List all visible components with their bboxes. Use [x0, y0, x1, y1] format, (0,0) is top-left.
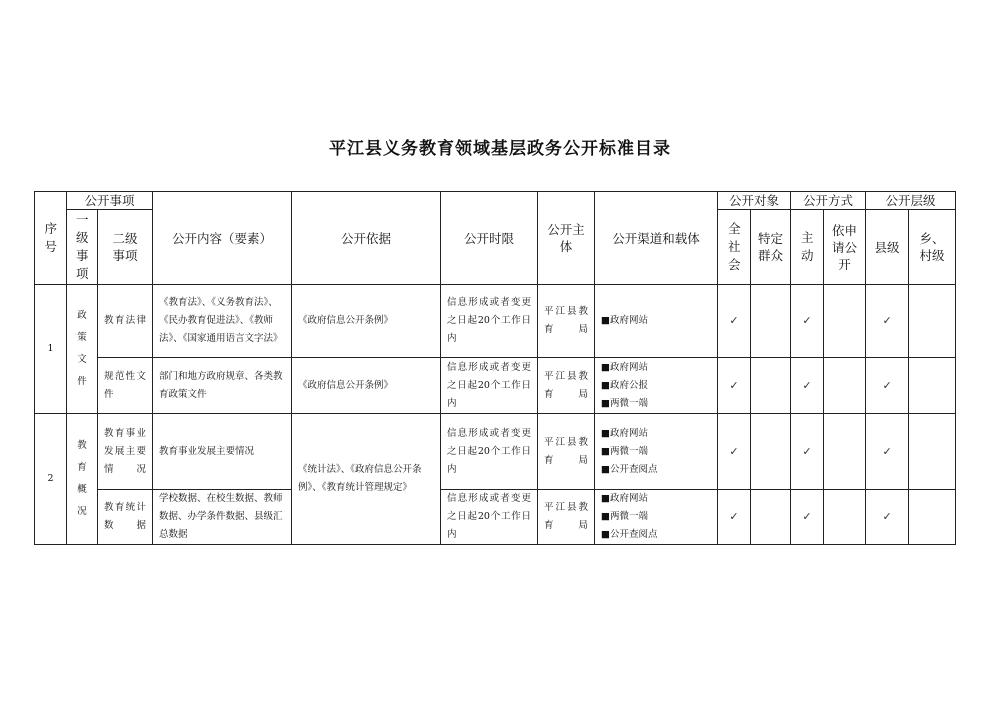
catalog-table: [34, 191, 956, 545]
channel-item: ■政府公报: [601, 379, 648, 391]
check-mode-active: ✓: [791, 358, 824, 414]
check-level-town: [909, 414, 956, 490]
channel-item: ■政府网站: [601, 361, 648, 373]
row-seq: 1: [35, 285, 67, 414]
table-row: [35, 490, 956, 545]
check-mode-active: ✓: [791, 414, 824, 490]
row-level2: 教育统计数据: [98, 490, 153, 545]
row-channels: [595, 490, 718, 545]
check-mode-active: ✓: [791, 490, 824, 545]
channel-item: ■公开查阅点: [601, 463, 658, 475]
channel-item: ■两微一端: [601, 511, 648, 522]
row-basis: 《统计法》、《政府信息公开条例》、《教育统计管理规定》: [292, 414, 441, 545]
header-level-group: 公开层级: [866, 192, 956, 210]
check-mode-apply: [824, 414, 866, 490]
check-level-county: ✓: [866, 285, 909, 358]
header-level2: 二级事项: [98, 210, 153, 285]
document-title: 平江县义务教育领域基层政务公开标准目录: [329, 139, 671, 159]
header-seq: 序号: [35, 192, 67, 285]
row-time-limit: 信息形成或者变更之日起20个工作日内: [441, 358, 538, 414]
check-level-county: ✓: [866, 490, 909, 545]
check-target-specific: [751, 490, 791, 545]
header-mode-group: 公开方式: [791, 192, 866, 210]
header-time-limit: 公开时限: [441, 192, 538, 285]
table-row: [35, 358, 956, 414]
row-time-limit: 信息形成或者变更之日起20个工作日内: [441, 414, 538, 490]
row-content: 《教育法》、《义务教育法》、《民办教育促进法》、《教师法》、《国家通用语言文字法》: [153, 285, 292, 358]
row-level2: 教育事业发展主要情况: [98, 414, 153, 490]
row-level2: 规范性文件: [98, 358, 153, 414]
header-content: 公开内容（要素）: [153, 192, 292, 285]
header-level-town: 乡、村级: [909, 210, 956, 285]
check-level-county: ✓: [866, 414, 909, 490]
channel-item: ■两微一端: [601, 397, 648, 409]
row-level2: 教育法律: [98, 285, 153, 358]
header-subject: 公开主体: [538, 192, 595, 285]
header-target-specific: 特定群众: [751, 210, 791, 285]
row-level1: 政策文件: [67, 285, 98, 414]
row-subject: 平江县教育局: [538, 414, 595, 490]
row-channels: [595, 358, 718, 414]
header-mode-apply: 依申请公开: [824, 210, 866, 285]
channel-item: ■政府网站: [601, 493, 648, 504]
row-basis: 《政府信息公开条例》: [292, 285, 441, 358]
row-content: 教育事业发展主要情况: [153, 414, 292, 490]
check-level-town: [909, 490, 956, 545]
row-content: 学校数据、在校生数据、教师数据、办学条件数据、县级汇总数据: [153, 490, 292, 545]
row-subject: 平江县教育局: [538, 490, 595, 545]
row-subject: 平江县教育局: [538, 358, 595, 414]
channel-item: ■政府网站: [601, 427, 648, 439]
check-target-all: ✓: [718, 358, 751, 414]
check-target-specific: [751, 358, 791, 414]
row-subject: 平江县教育局: [538, 285, 595, 358]
header-level-county: 县级: [866, 210, 909, 285]
channel-item: ■两微一端: [601, 445, 648, 457]
channel-item: ■公开查阅点: [601, 529, 658, 540]
header-mode-active: 主动: [791, 210, 824, 285]
header-basis: 公开依据: [292, 192, 441, 285]
check-target-all: ✓: [718, 285, 751, 358]
check-target-specific: [751, 285, 791, 358]
check-level-county: ✓: [866, 358, 909, 414]
row-channels: [595, 285, 718, 358]
check-target-all: ✓: [718, 414, 751, 490]
check-mode-apply: [824, 358, 866, 414]
check-level-town: [909, 358, 956, 414]
check-mode-apply: [824, 490, 866, 545]
check-target-specific: [751, 414, 791, 490]
row-seq: 2: [35, 414, 67, 545]
channel-item: ■政府网站: [601, 315, 648, 326]
check-target-all: ✓: [718, 490, 751, 545]
check-mode-apply: [824, 285, 866, 358]
header-target-group: 公开对象: [718, 192, 791, 210]
row-level1: 教育概况: [67, 414, 98, 545]
header-channel: 公开渠道和载体: [595, 192, 718, 285]
check-mode-active: ✓: [791, 285, 824, 358]
table-row: [35, 414, 956, 490]
header-level1: 一级事项: [67, 210, 98, 285]
header-items-group: 公开事项: [67, 192, 153, 210]
row-time-limit: 信息形成或者变更之日起20个工作日内: [441, 285, 538, 358]
row-channels: [595, 414, 718, 490]
table-row: [35, 285, 956, 358]
row-time-limit: 信息形成或者变更之日起20个工作日内: [441, 490, 538, 545]
row-content: 部门和地方政府规章、各类教育政策文件: [153, 358, 292, 414]
check-level-town: [909, 285, 956, 358]
row-basis: 《政府信息公开条例》: [292, 358, 441, 414]
header-target-all: 全社会: [718, 210, 751, 285]
